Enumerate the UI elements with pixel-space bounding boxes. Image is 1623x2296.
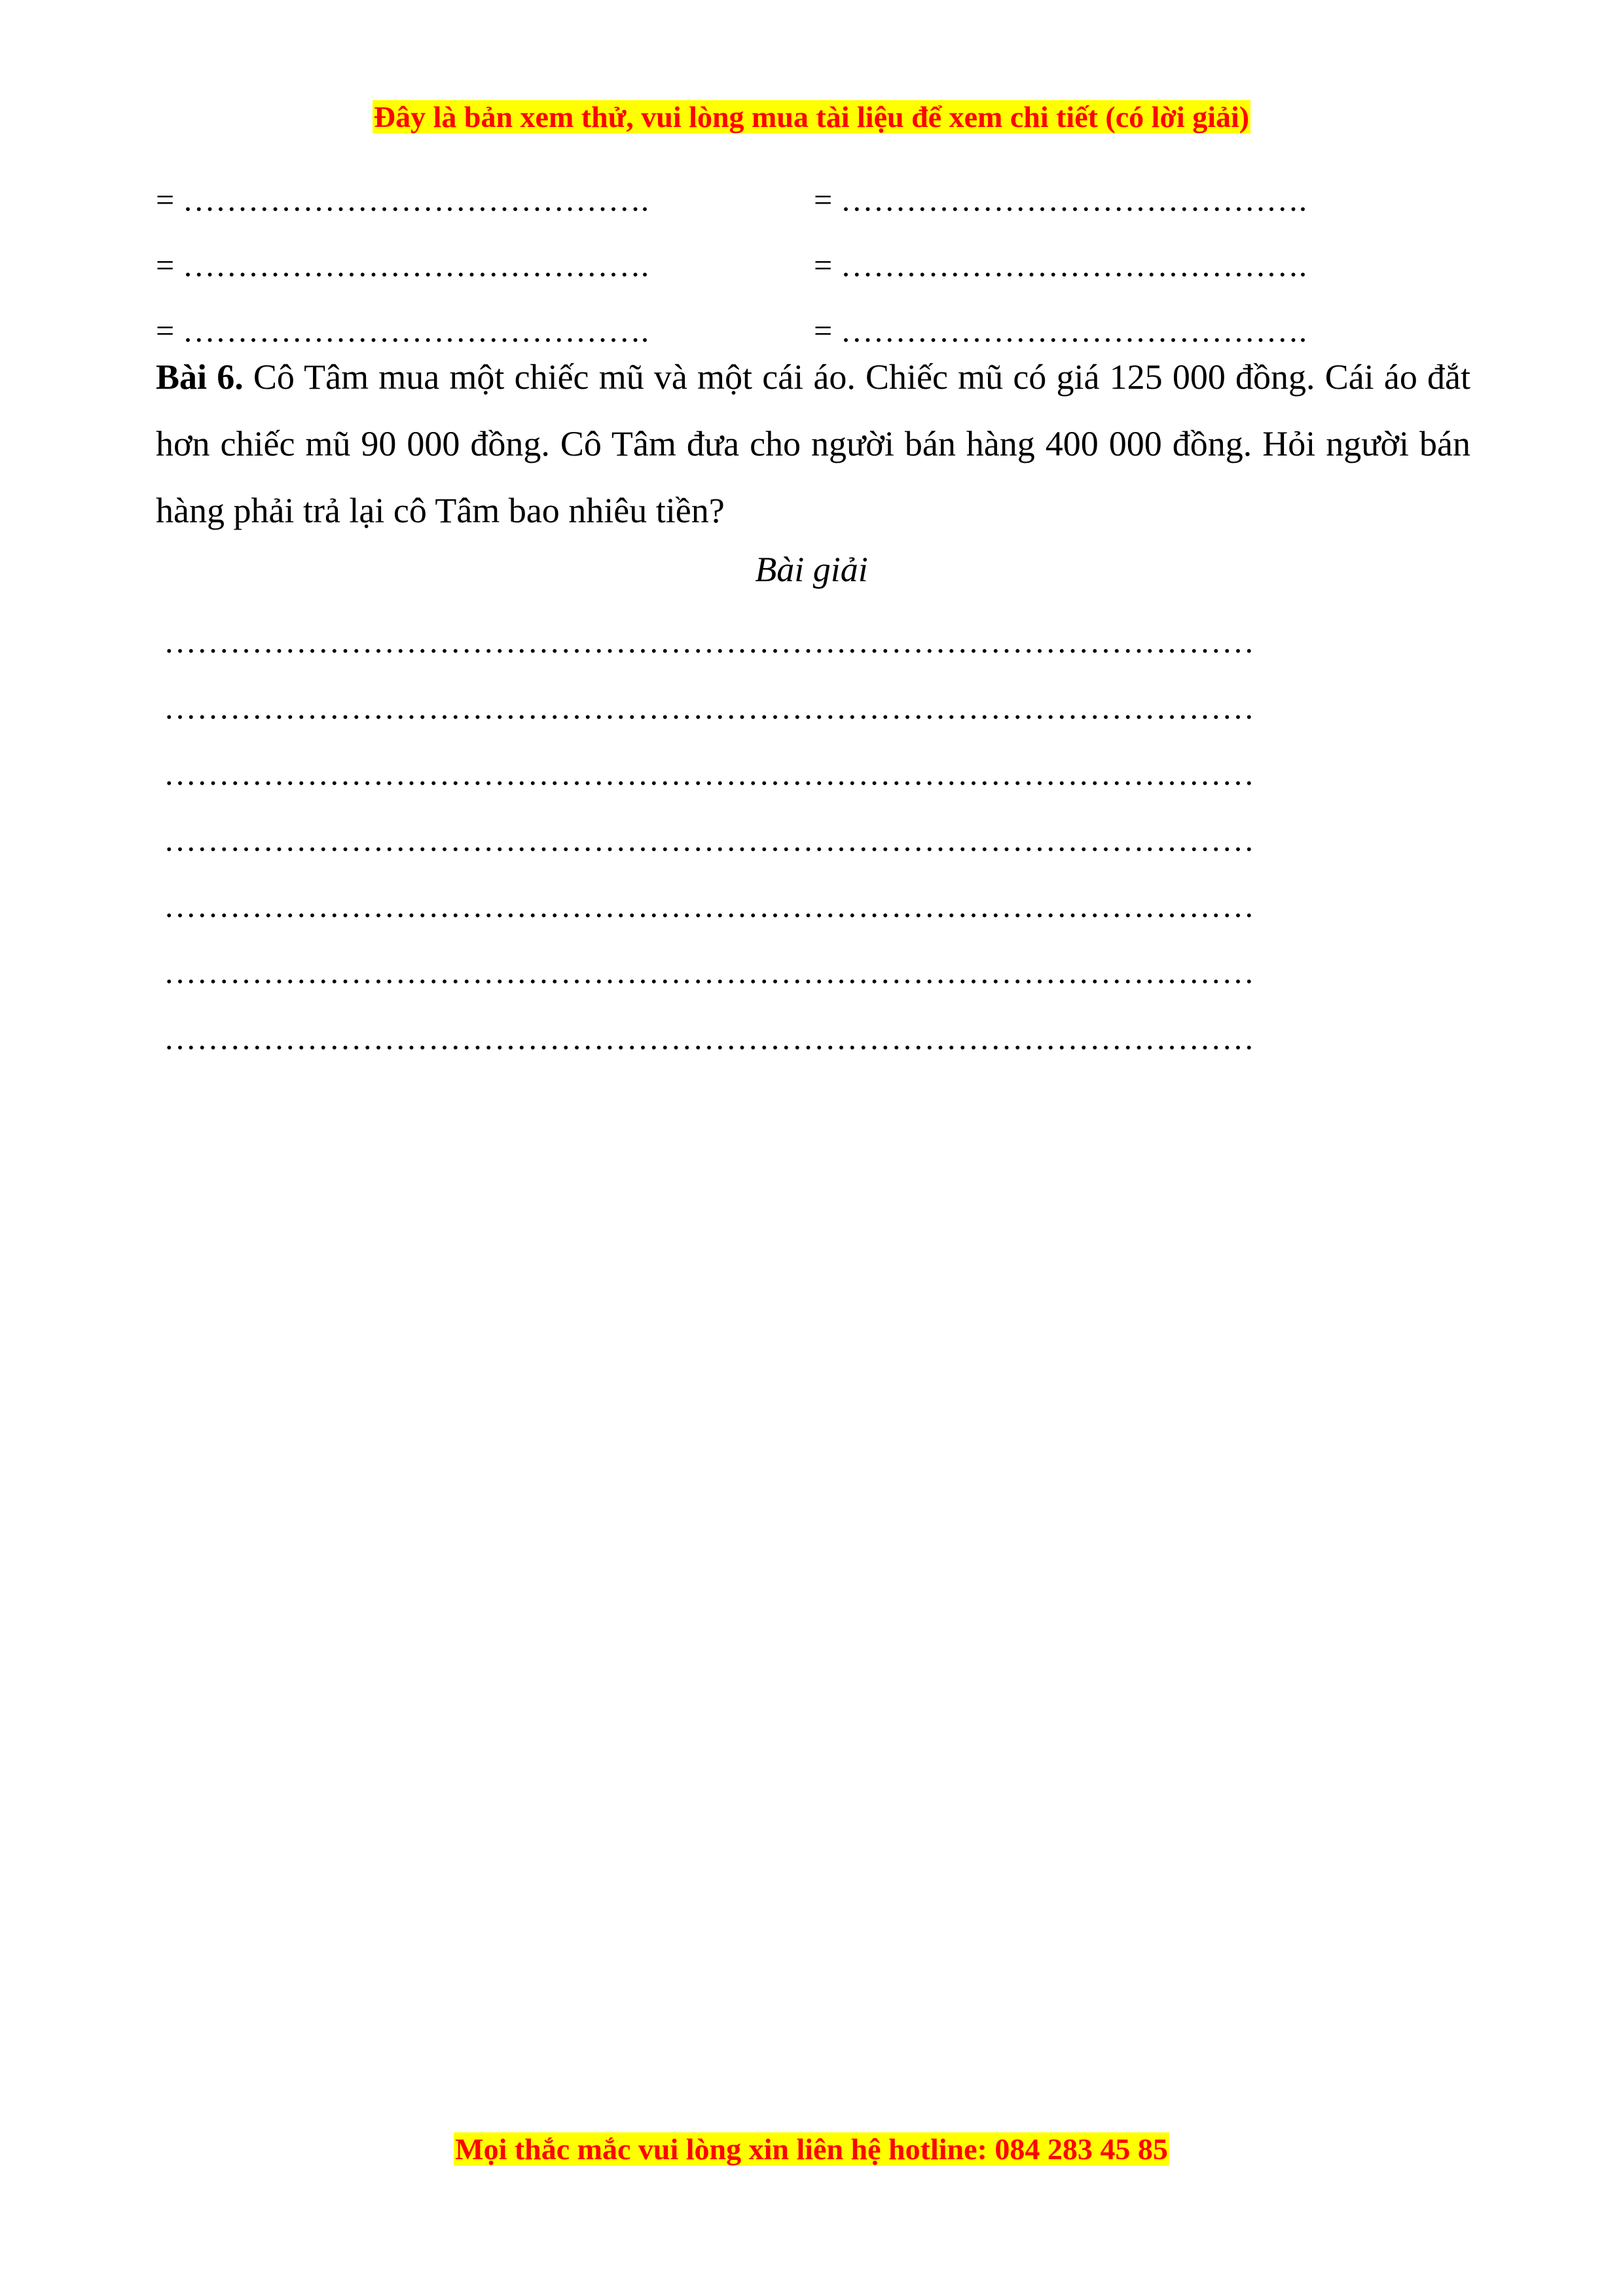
equation-row [156,245,1472,285]
answer-line: ……………………………………………………………………………………… [164,888,1255,924]
equation-blank-left: = ……………………………………. [156,247,649,283]
equation-row [156,180,1472,219]
problem-statement [156,344,1470,544]
preview-notice-text: Đây là bản xem thử, vui lòng mua tài liệu để xem chi tiết (có lời giải) [373,100,1250,134]
answer-line: ……………………………………………………………………………………… [164,821,1255,858]
answer-line: ……………………………………………………………………………………… [164,689,1255,726]
equation-blank-left: = ……………………………………. [156,181,649,218]
equation-blank-right: = ……………………………………. [814,312,1307,349]
equation-blank-right: = ……………………………………. [814,181,1307,218]
answer-line: ……………………………………………………………………………………… [164,954,1255,990]
equation-blank-right: = ……………………………………. [814,247,1307,283]
problem-label: Bài 6. [156,357,244,397]
equation-blank-left: = ……………………………………. [156,312,649,349]
answer-line: ……………………………………………………………………………………… [164,623,1255,660]
answer-line: ……………………………………………………………………………………… [164,1020,1255,1056]
answer-lines [164,619,1470,1081]
preview-notice-banner [0,98,1623,136]
problem-text: Cô Tâm mua một chiếc mũ và một cái áo. Chiếc mũ có giá 125 000 đồng. Cái áo đắt hơn chiếc mũ 90 000 đồng. Cô Tâm đưa cho người bán hàng 400 000 đồng. Hỏi người bán hàng phải trả lại cô Tâm bao nhiêu tiền? [156,357,1470,530]
hotline-notice-banner [0,2130,1623,2168]
hotline-notice-text: Mọi thắc mắc vui lòng xin liên hệ hotline: 084 283 45 85 [455,2132,1168,2166]
solution-heading: Bài giải [755,550,868,589]
answer-line: ……………………………………………………………………………………… [164,755,1255,792]
